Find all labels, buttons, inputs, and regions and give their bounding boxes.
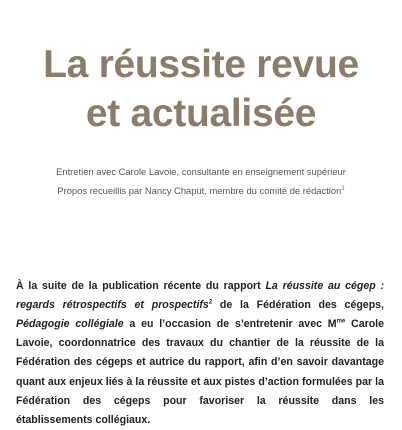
honorific-superscript: me [336, 318, 346, 325]
author-credit-text: Propos recueillis par Nancy Chaput, membre du comité de rédaction [57, 185, 342, 196]
article-title [0, 40, 402, 138]
lead-paragraph [16, 277, 384, 430]
lead-text-3: a eu l’occasion de s’entretenir avec M [123, 318, 337, 330]
article-credits [0, 162, 402, 200]
footnote-marker-1: 1 [341, 185, 345, 192]
article-title-line-2: et actualisée [85, 92, 317, 136]
article-title-line-1: La réussite revue [43, 43, 359, 87]
interview-credit: Entretien avec Carole Lavoie, consultante en enseignement supérieur [56, 166, 346, 177]
lead-text-4: Carole Lavoie, coordonnatrice des travaux du chantier de la réussite de la Fédération des cégeps et autrice du rapport, afin d’en savoir davantage quant aux enjeux liés à la réussite et aux pistes d’action formulées par la Fédération des cégeps pour favoriser la réussite dans les établissements collégiaux. [16, 318, 385, 427]
magazine-name: Pédagogie collégiale [16, 318, 124, 330]
lead-text-1: À la suite de la publication récente du rapport [16, 279, 266, 292]
footnote-marker-2: 2 [208, 299, 213, 306]
author-credit [0, 181, 402, 200]
report-title: La réussite au cégep : regards rétrospectifs et prospectifs [16, 279, 384, 311]
lead-text-2: de la Fédération des cégeps, [212, 298, 384, 311]
